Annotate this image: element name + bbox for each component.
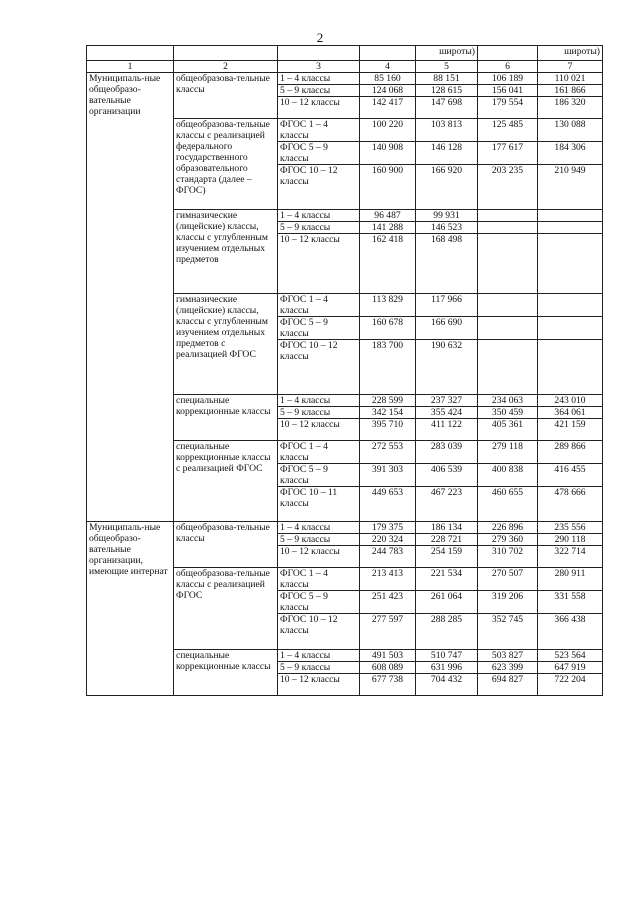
value-cell-v7 — [538, 317, 603, 340]
value-cell-v7 — [538, 210, 603, 222]
value-cell-v6: 310 702 — [478, 546, 538, 568]
value-cell-v6 — [478, 294, 538, 317]
class-type-cell: гимназические (лицейские) классы, классы с углубленным изучением отдельных предметов — [174, 210, 278, 294]
value-cell-v6: 179 554 — [478, 97, 538, 119]
value-cell-v7: 210 949 — [538, 165, 603, 210]
header-cell — [87, 46, 174, 61]
value-cell-v4: 141 288 — [360, 222, 416, 234]
grade-cell: 5 – 9 классы — [278, 222, 360, 234]
value-cell-v5: 168 498 — [416, 234, 478, 294]
class-type-cell: общеобразова-тельные классы с реализацией ФГОС — [174, 568, 278, 650]
value-cell-v5: 128 615 — [416, 85, 478, 97]
value-cell-v7 — [538, 340, 603, 395]
value-cell-v7: 647 919 — [538, 662, 603, 674]
value-cell-v4: 244 783 — [360, 546, 416, 568]
grade-cell: ФГОС 10 – 12 классы — [278, 614, 360, 650]
value-cell-v7: 130 088 — [538, 119, 603, 142]
value-cell-v7: 478 666 — [538, 487, 603, 522]
value-cell-v6: 352 745 — [478, 614, 538, 650]
value-cell-v6: 319 206 — [478, 591, 538, 614]
value-cell-v4: 277 597 — [360, 614, 416, 650]
header-cell — [478, 46, 538, 61]
column-number: 5 — [416, 61, 478, 73]
value-cell-v7: 289 866 — [538, 441, 603, 464]
value-cell-v7: 364 061 — [538, 407, 603, 419]
column-number: 7 — [538, 61, 603, 73]
value-cell-v5: 166 920 — [416, 165, 478, 210]
value-cell-v6: 694 827 — [478, 674, 538, 696]
organization-type-cell: Муниципаль-ные общеобразо-вательные организации, имеющие интернат — [87, 522, 174, 696]
grade-cell: 10 – 12 классы — [278, 546, 360, 568]
value-cell-v7: 186 320 — [538, 97, 603, 119]
header-cell — [360, 46, 416, 61]
grade-cell: 10 – 12 классы — [278, 234, 360, 294]
value-cell-v4: 160 900 — [360, 165, 416, 210]
value-cell-v5: 510 747 — [416, 650, 478, 662]
value-cell-v5: 237 327 — [416, 395, 478, 407]
grade-cell: 1 – 4 классы — [278, 650, 360, 662]
class-type-cell: общеобразова-тельные классы — [174, 73, 278, 119]
value-cell-v5: 88 151 — [416, 73, 478, 85]
value-cell-v6 — [478, 317, 538, 340]
class-type-cell: специальные коррекционные классы с реализацией ФГОС — [174, 441, 278, 522]
grade-cell: ФГОС 1 – 4 классы — [278, 568, 360, 591]
grade-cell: ФГОС 10 – 12 классы — [278, 340, 360, 395]
value-cell-v6 — [478, 340, 538, 395]
value-cell-v4: 342 154 — [360, 407, 416, 419]
value-cell-v6: 400 838 — [478, 464, 538, 487]
grade-cell: 1 – 4 классы — [278, 73, 360, 85]
value-cell-v6: 177 617 — [478, 142, 538, 165]
grade-cell: 5 – 9 классы — [278, 407, 360, 419]
header-cell — [174, 46, 278, 61]
value-cell-v5: 146 128 — [416, 142, 478, 165]
value-cell-v7: 366 438 — [538, 614, 603, 650]
grade-cell: 1 – 4 классы — [278, 522, 360, 534]
grade-cell: 10 – 12 классы — [278, 419, 360, 441]
grade-cell: 5 – 9 классы — [278, 85, 360, 97]
value-cell-v6: 460 655 — [478, 487, 538, 522]
value-cell-v6 — [478, 210, 538, 222]
value-cell-v7: 235 556 — [538, 522, 603, 534]
value-cell-v7: 243 010 — [538, 395, 603, 407]
value-cell-v5: 186 134 — [416, 522, 478, 534]
header-cell: широты) — [416, 46, 478, 61]
grade-cell: ФГОС 5 – 9 классы — [278, 317, 360, 340]
value-cell-v5: 704 432 — [416, 674, 478, 696]
grade-cell: ФГОС 1 – 4 классы — [278, 294, 360, 317]
value-cell-v6: 623 399 — [478, 662, 538, 674]
value-cell-v4: 220 324 — [360, 534, 416, 546]
column-number: 2 — [174, 61, 278, 73]
value-cell-v5: 117 966 — [416, 294, 478, 317]
value-cell-v7: 110 021 — [538, 73, 603, 85]
value-cell-v7: 722 204 — [538, 674, 603, 696]
value-cell-v4: 391 303 — [360, 464, 416, 487]
value-cell-v7 — [538, 234, 603, 294]
value-cell-v4: 491 503 — [360, 650, 416, 662]
organization-type-cell: Муниципаль-ные общеобразо-вательные организации — [87, 73, 174, 522]
value-cell-v6: 106 189 — [478, 73, 538, 85]
grade-cell: 10 – 12 классы — [278, 674, 360, 696]
value-cell-v6: 270 507 — [478, 568, 538, 591]
cost-norms-table — [86, 45, 603, 696]
value-cell-v6: 125 485 — [478, 119, 538, 142]
value-cell-v4: 183 700 — [360, 340, 416, 395]
value-cell-v4: 395 710 — [360, 419, 416, 441]
value-cell-v6: 234 063 — [478, 395, 538, 407]
grade-cell: ФГОС 1 – 4 классы — [278, 119, 360, 142]
grade-cell: ФГОС 5 – 9 классы — [278, 464, 360, 487]
value-cell-v4: 96 487 — [360, 210, 416, 222]
class-type-cell: общеобразова-тельные классы с реализацией федерального государственного образовательного стандарта (далее – ФГОС) — [174, 119, 278, 210]
column-number: 6 — [478, 61, 538, 73]
column-number: 3 — [278, 61, 360, 73]
header-cell: широты) — [538, 46, 603, 61]
value-cell-v4: 179 375 — [360, 522, 416, 534]
grade-cell: ФГОС 5 – 9 классы — [278, 591, 360, 614]
value-cell-v6: 203 235 — [478, 165, 538, 210]
value-cell-v5: 147 698 — [416, 97, 478, 119]
grade-cell: ФГОС 5 – 9 классы — [278, 142, 360, 165]
value-cell-v4: 213 413 — [360, 568, 416, 591]
value-cell-v4: 124 068 — [360, 85, 416, 97]
table-body — [87, 46, 603, 696]
value-cell-v5: 221 534 — [416, 568, 478, 591]
class-type-cell: общеобразова-тельные классы — [174, 522, 278, 568]
value-cell-v7: 322 714 — [538, 546, 603, 568]
column-number: 1 — [87, 61, 174, 73]
value-cell-v7: 421 159 — [538, 419, 603, 441]
value-cell-v7: 290 118 — [538, 534, 603, 546]
value-cell-v4: 228 599 — [360, 395, 416, 407]
value-cell-v7 — [538, 222, 603, 234]
value-cell-v5: 190 632 — [416, 340, 478, 395]
value-cell-v6: 279 360 — [478, 534, 538, 546]
value-cell-v5: 283 039 — [416, 441, 478, 464]
value-cell-v6: 405 361 — [478, 419, 538, 441]
page-number: 2 — [316, 30, 324, 45]
value-cell-v5: 467 223 — [416, 487, 478, 522]
value-cell-v7: 280 911 — [538, 568, 603, 591]
value-cell-v4: 160 678 — [360, 317, 416, 340]
column-number: 4 — [360, 61, 416, 73]
table-row — [87, 73, 603, 85]
value-cell-v6: 503 827 — [478, 650, 538, 662]
value-cell-v4: 449 653 — [360, 487, 416, 522]
value-cell-v4: 140 908 — [360, 142, 416, 165]
value-cell-v5: 103 813 — [416, 119, 478, 142]
value-cell-v7: 416 455 — [538, 464, 603, 487]
value-cell-v4: 608 089 — [360, 662, 416, 674]
value-cell-v5: 411 122 — [416, 419, 478, 441]
value-cell-v4: 251 423 — [360, 591, 416, 614]
class-type-cell: гимназические (лицейские) классы, классы с углубленным изучением отдельных предметов с реализацией ФГОС — [174, 294, 278, 395]
value-cell-v6 — [478, 234, 538, 294]
header-cell — [278, 46, 360, 61]
value-cell-v4: 100 220 — [360, 119, 416, 142]
value-cell-v4: 85 160 — [360, 73, 416, 85]
value-cell-v7: 331 558 — [538, 591, 603, 614]
value-cell-v7: 184 306 — [538, 142, 603, 165]
value-cell-v5: 261 064 — [416, 591, 478, 614]
value-cell-v4: 113 829 — [360, 294, 416, 317]
value-cell-v6: 156 041 — [478, 85, 538, 97]
value-cell-v6 — [478, 222, 538, 234]
class-type-cell: специальные коррекционные классы — [174, 650, 278, 696]
value-cell-v5: 254 159 — [416, 546, 478, 568]
grade-cell: 5 – 9 классы — [278, 534, 360, 546]
value-cell-v5: 631 996 — [416, 662, 478, 674]
value-cell-v6: 279 118 — [478, 441, 538, 464]
value-cell-v5: 406 539 — [416, 464, 478, 487]
class-type-cell: специальные коррекционные классы — [174, 395, 278, 441]
grade-cell: ФГОС 10 – 12 классы — [278, 165, 360, 210]
value-cell-v5: 146 523 — [416, 222, 478, 234]
value-cell-v7: 161 866 — [538, 85, 603, 97]
value-cell-v5: 228 721 — [416, 534, 478, 546]
value-cell-v7 — [538, 294, 603, 317]
value-cell-v4: 142 417 — [360, 97, 416, 119]
value-cell-v6: 350 459 — [478, 407, 538, 419]
table-row — [87, 522, 603, 534]
value-cell-v5: 166 690 — [416, 317, 478, 340]
value-cell-v7: 523 564 — [538, 650, 603, 662]
grade-cell: ФГОС 1 – 4 классы — [278, 441, 360, 464]
value-cell-v4: 677 738 — [360, 674, 416, 696]
value-cell-v6: 226 896 — [478, 522, 538, 534]
value-cell-v4: 162 418 — [360, 234, 416, 294]
value-cell-v5: 288 285 — [416, 614, 478, 650]
value-cell-v4: 272 553 — [360, 441, 416, 464]
grade-cell: 10 – 12 классы — [278, 97, 360, 119]
value-cell-v5: 99 931 — [416, 210, 478, 222]
grade-cell: 1 – 4 классы — [278, 395, 360, 407]
grade-cell: 1 – 4 классы — [278, 210, 360, 222]
grade-cell: ФГОС 10 – 11 классы — [278, 487, 360, 522]
value-cell-v5: 355 424 — [416, 407, 478, 419]
column-number-row — [87, 61, 603, 73]
grade-cell: 5 – 9 классы — [278, 662, 360, 674]
header-row-top — [87, 46, 603, 61]
